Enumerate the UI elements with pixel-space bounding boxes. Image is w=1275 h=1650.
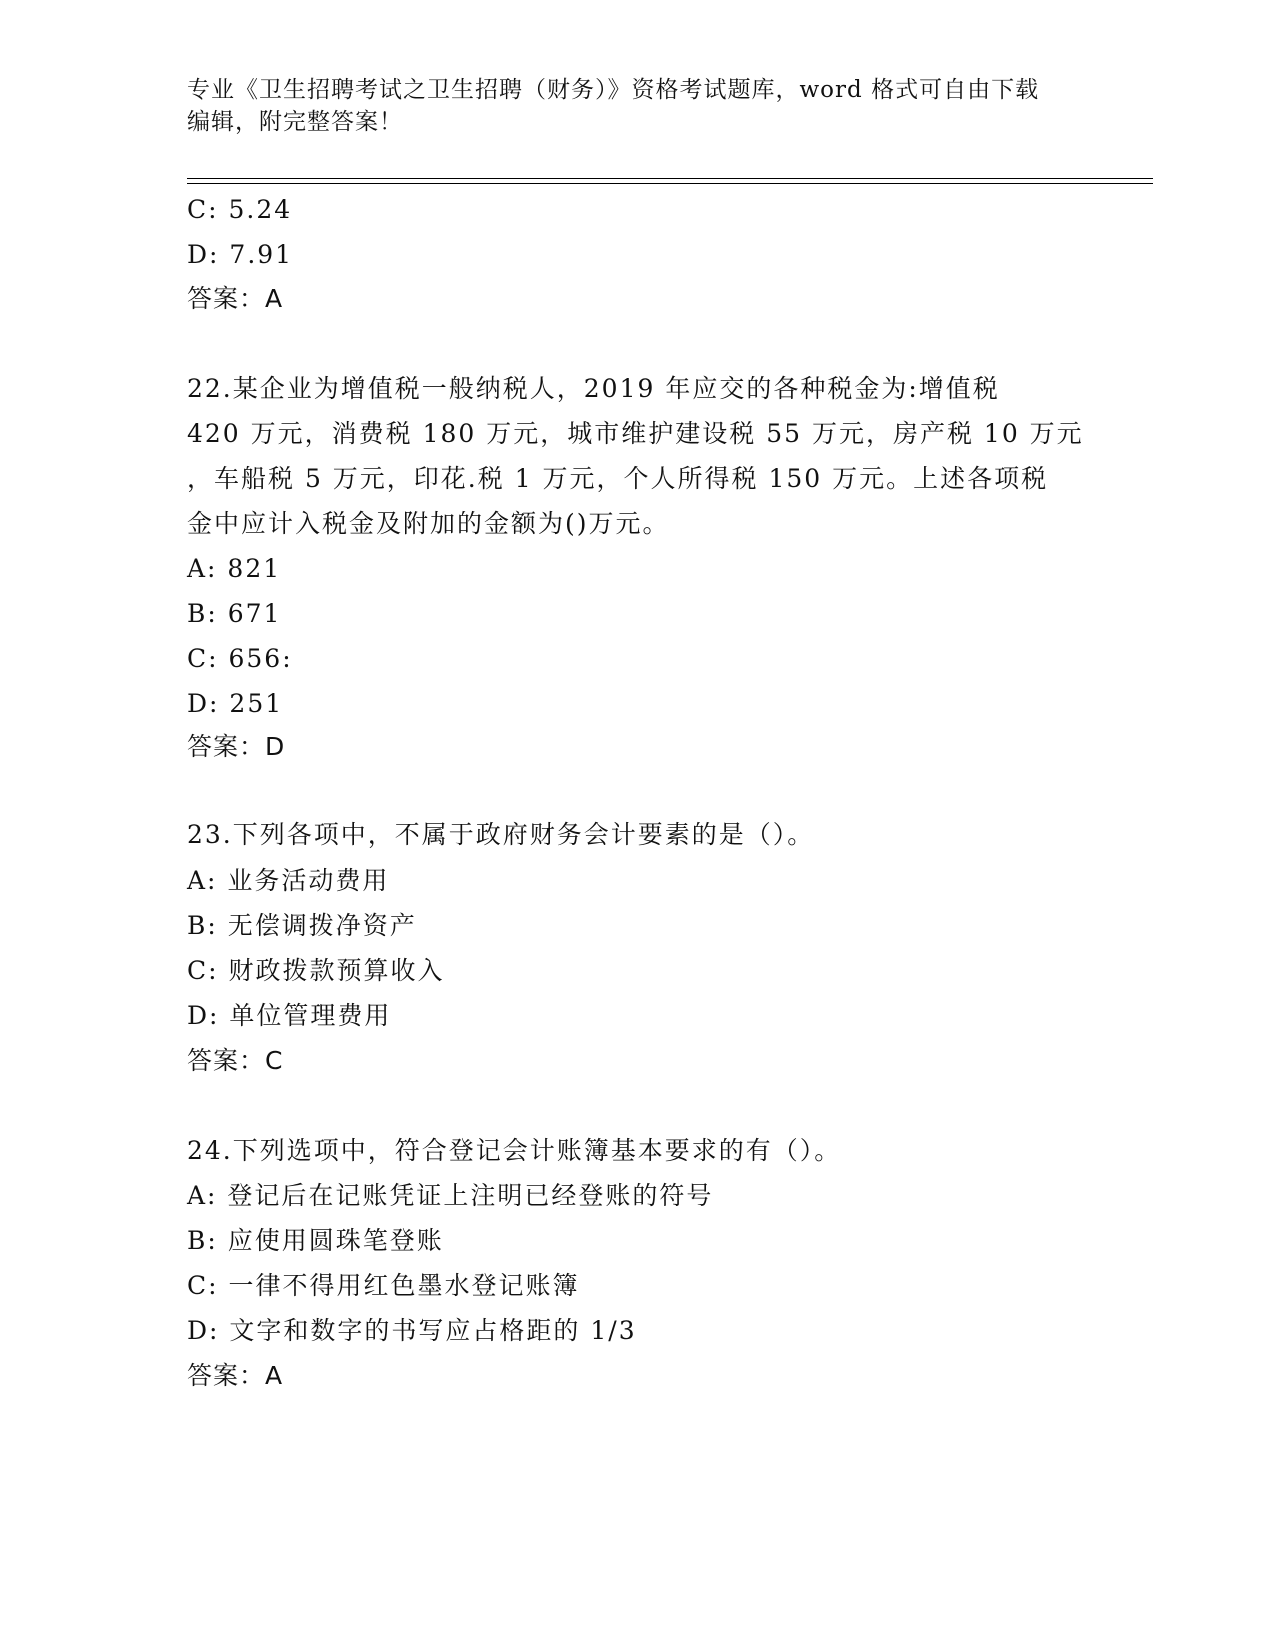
q22-answer: 答案：D: [187, 732, 286, 761]
q24-stem: 24.下列选项中，符合登记会计账簿基本要求的有（）。: [187, 1136, 842, 1165]
q22-option-b: B: 671: [187, 599, 282, 628]
header-divider-bottom: [187, 183, 1153, 184]
q23-option-d: D: 单位管理费用: [187, 1001, 392, 1030]
q24-option-a: A: 登记后在记账凭证上注明已经登账的符号: [187, 1181, 714, 1210]
q24-option-b: B: 应使用圆珠笔登账: [187, 1226, 444, 1255]
q23-answer: 答案：C: [187, 1046, 284, 1075]
q22-option-c: C: 656:: [187, 644, 293, 673]
header-line-1: 专业《卫生招聘考试之卫生招聘（财务）》资格考试题库，word 格式可自由下载: [187, 77, 1040, 103]
q22-stem-line-4: 金中应计入税金及附加的金额为()万元。: [187, 509, 670, 538]
q23-option-c: C: 财政拨款预算收入: [187, 956, 445, 985]
header-divider-top: [187, 178, 1153, 179]
document-header: [187, 74, 1067, 138]
prev-answer: 答案：A: [187, 284, 284, 313]
q23-stem: 23.下列各项中，不属于政府财务会计要素的是（）。: [187, 820, 815, 849]
q24-answer: 答案：A: [187, 1361, 284, 1390]
q22-stem-line-2: 420 万元，消费税 180 万元，城市维护建设税 55 万元，房产税 10 万元: [187, 419, 1084, 448]
q23-option-b: B: 无偿调拨净资产: [187, 911, 417, 940]
q24-option-d: D: 文字和数字的书写应占格距的 1/3: [187, 1316, 637, 1345]
q22-stem-line-3: ，车船税 5 万元，印花.税 1 万元，个人所得税 150 万元。上述各项税: [187, 464, 1049, 493]
q23-option-a: A: 业务活动费用: [187, 866, 390, 895]
prev-option-d: D: 7.91: [187, 240, 294, 269]
prev-option-c: C: 5.24: [187, 195, 293, 224]
header-line-2: 编辑，附完整答案！: [187, 109, 403, 135]
q22-option-a: A: 821: [187, 554, 282, 583]
q24-option-c: C: 一律不得用红色墨水登记账簿: [187, 1271, 580, 1300]
q22-stem-line-1: 22.某企业为增值税一般纳税人，2019 年应交的各种税金为:增值税: [187, 374, 1000, 403]
q22-option-d: D: 251: [187, 689, 284, 718]
